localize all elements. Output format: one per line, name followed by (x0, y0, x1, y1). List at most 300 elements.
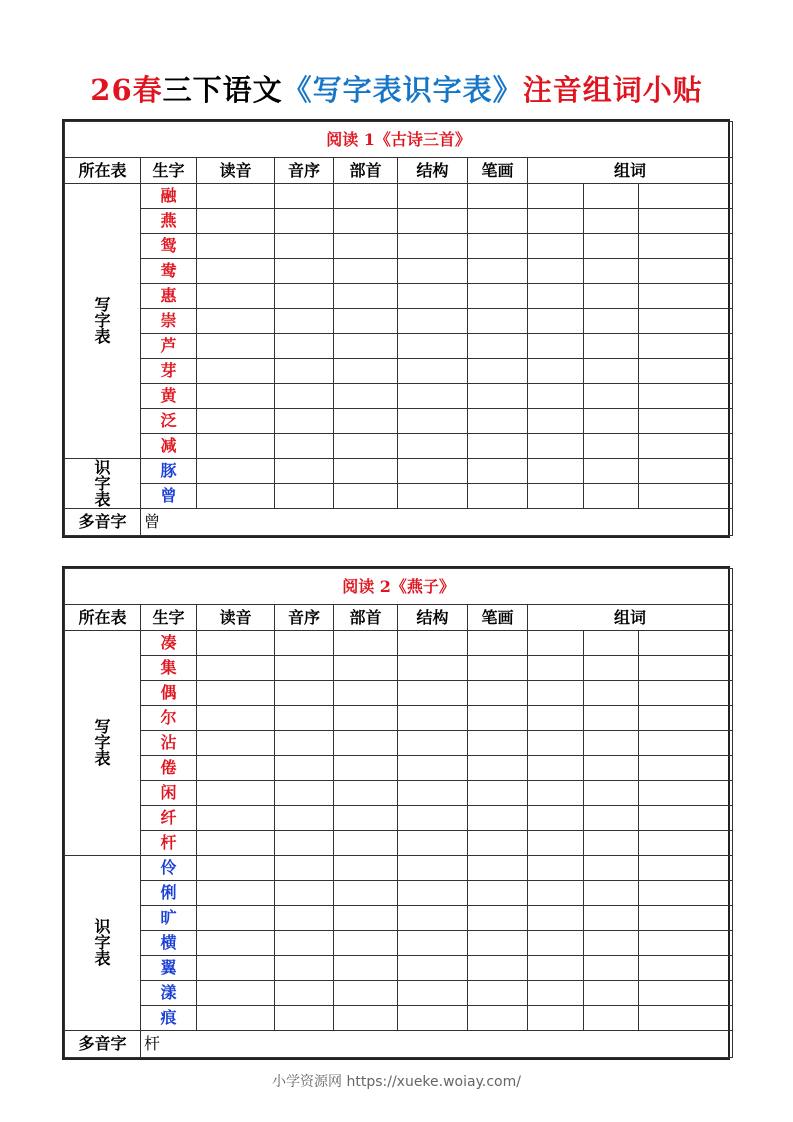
title-part-1: 26春 (90, 73, 163, 107)
pinyin-cell[interactable] (197, 731, 275, 756)
character-cell: 闲 (141, 781, 197, 806)
word-cell[interactable] (528, 706, 584, 731)
table-row (65, 731, 733, 756)
word-cell[interactable] (584, 284, 639, 309)
pinyin-cell[interactable] (197, 309, 275, 334)
polyphone-label: 多音字 (65, 509, 141, 536)
character-cell: 燕 (141, 209, 197, 234)
radical-cell[interactable] (334, 706, 398, 731)
word-cell[interactable] (639, 359, 733, 384)
table-row (65, 706, 733, 731)
structure-cell[interactable] (398, 184, 468, 209)
structure-cell[interactable] (398, 681, 468, 706)
word-cell[interactable] (584, 434, 639, 459)
structure-cell[interactable] (398, 334, 468, 359)
initial-cell[interactable] (275, 384, 334, 409)
structure-cell[interactable] (398, 631, 468, 656)
table-row (65, 409, 733, 434)
character-cell: 凑 (141, 631, 197, 656)
word-cell[interactable] (584, 656, 639, 681)
read-table-label (65, 459, 141, 509)
table-caption: 阅读 2《燕子》 (65, 569, 733, 605)
table-caption: 阅读 1《古诗三首》 (65, 122, 733, 158)
structure-cell[interactable] (398, 706, 468, 731)
radical-cell[interactable] (334, 234, 398, 259)
column-header: 笔画 (468, 158, 528, 184)
radical-cell[interactable] (334, 409, 398, 434)
pinyin-cell[interactable] (197, 681, 275, 706)
pinyin-cell[interactable] (197, 856, 275, 881)
word-cell[interactable] (528, 184, 584, 209)
pinyin-cell[interactable] (197, 484, 275, 509)
character-cell: 杆 (141, 831, 197, 856)
word-cell[interactable] (639, 284, 733, 309)
character-cell: 沾 (141, 731, 197, 756)
strokes-cell[interactable] (468, 731, 528, 756)
initial-cell[interactable] (275, 259, 334, 284)
structure-cell[interactable] (398, 981, 468, 1006)
initial-cell[interactable] (275, 781, 334, 806)
pinyin-cell[interactable] (197, 209, 275, 234)
initial-cell[interactable] (275, 484, 334, 509)
radical-cell[interactable] (334, 856, 398, 881)
table-row (65, 981, 733, 1006)
word-cell[interactable] (584, 259, 639, 284)
pinyin-cell[interactable] (197, 459, 275, 484)
initial-cell[interactable] (275, 631, 334, 656)
structure-cell[interactable] (398, 856, 468, 881)
strokes-cell[interactable] (468, 956, 528, 981)
word-cell[interactable] (528, 259, 584, 284)
strokes-cell[interactable] (468, 484, 528, 509)
pinyin-cell[interactable] (197, 409, 275, 434)
word-cell[interactable] (584, 334, 639, 359)
initial-cell[interactable] (275, 284, 334, 309)
character-cell: 芽 (141, 359, 197, 384)
word-cell[interactable] (584, 731, 639, 756)
structure-cell[interactable] (398, 781, 468, 806)
title-part-4: 注音组词小贴 (522, 73, 703, 107)
word-cell[interactable] (639, 681, 733, 706)
pinyin-cell[interactable] (197, 806, 275, 831)
pinyin-cell[interactable] (197, 434, 275, 459)
word-cell[interactable] (639, 906, 733, 931)
character-cell: 俐 (141, 881, 197, 906)
word-cell[interactable] (584, 409, 639, 434)
initial-cell[interactable] (275, 359, 334, 384)
word-cell[interactable] (584, 831, 639, 856)
word-cell[interactable] (639, 756, 733, 781)
strokes-cell[interactable] (468, 434, 528, 459)
word-cell[interactable] (639, 334, 733, 359)
structure-cell[interactable] (398, 756, 468, 781)
pinyin-cell[interactable] (197, 1006, 275, 1031)
initial-cell[interactable] (275, 459, 334, 484)
word-cell[interactable] (528, 1006, 584, 1031)
word-cell[interactable] (584, 384, 639, 409)
word-cell[interactable] (584, 681, 639, 706)
pinyin-cell[interactable] (197, 706, 275, 731)
word-cell[interactable] (639, 981, 733, 1006)
word-cell[interactable] (584, 906, 639, 931)
character-cell: 倦 (141, 756, 197, 781)
column-header: 读音 (197, 158, 275, 184)
structure-cell[interactable] (398, 409, 468, 434)
word-cell[interactable] (528, 956, 584, 981)
word-cell[interactable] (528, 731, 584, 756)
pinyin-cell[interactable] (197, 184, 275, 209)
word-cell[interactable] (639, 384, 733, 409)
structure-cell[interactable] (398, 234, 468, 259)
table-row (65, 484, 733, 509)
word-cell[interactable] (584, 806, 639, 831)
pinyin-cell[interactable] (197, 656, 275, 681)
strokes-cell[interactable] (468, 681, 528, 706)
table-row (65, 309, 733, 334)
word-cell[interactable] (639, 1006, 733, 1031)
word-cell[interactable] (528, 359, 584, 384)
character-cell: 减 (141, 434, 197, 459)
word-cell[interactable] (528, 831, 584, 856)
radical-cell[interactable] (334, 681, 398, 706)
radical-cell[interactable] (334, 259, 398, 284)
strokes-cell[interactable] (468, 334, 528, 359)
pinyin-cell[interactable] (197, 956, 275, 981)
structure-cell[interactable] (398, 484, 468, 509)
write-table-label-char: 字 (94, 311, 111, 330)
pinyin-cell[interactable] (197, 831, 275, 856)
column-header: 结构 (398, 158, 468, 184)
word-cell[interactable] (584, 184, 639, 209)
radical-cell[interactable] (334, 184, 398, 209)
character-cell: 痕 (141, 1006, 197, 1031)
radical-cell[interactable] (334, 434, 398, 459)
column-header: 组词 (528, 605, 733, 631)
word-cell[interactable] (584, 781, 639, 806)
character-cell: 融 (141, 184, 197, 209)
word-cell[interactable] (584, 756, 639, 781)
structure-cell[interactable] (398, 284, 468, 309)
word-cell[interactable] (639, 184, 733, 209)
word-cell[interactable] (584, 931, 639, 956)
radical-cell[interactable] (334, 656, 398, 681)
radical-cell[interactable] (334, 981, 398, 1006)
word-cell[interactable] (639, 309, 733, 334)
word-cell[interactable] (528, 806, 584, 831)
pinyin-cell[interactable] (197, 259, 275, 284)
initial-cell[interactable] (275, 806, 334, 831)
pinyin-cell[interactable] (197, 631, 275, 656)
strokes-cell[interactable] (468, 1006, 528, 1031)
worksheet-grid (64, 568, 733, 1058)
radical-cell[interactable] (334, 781, 398, 806)
structure-cell[interactable] (398, 831, 468, 856)
word-cell[interactable] (639, 731, 733, 756)
table-row (65, 831, 733, 856)
strokes-cell[interactable] (468, 259, 528, 284)
word-cell[interactable] (528, 484, 584, 509)
table-row (65, 459, 733, 484)
strokes-cell[interactable] (468, 284, 528, 309)
structure-cell[interactable] (398, 209, 468, 234)
table-row (65, 359, 733, 384)
word-cell[interactable] (584, 459, 639, 484)
column-header: 所在表 (65, 605, 141, 631)
word-cell[interactable] (639, 234, 733, 259)
strokes-cell[interactable] (468, 309, 528, 334)
strokes-cell[interactable] (468, 706, 528, 731)
word-cell[interactable] (584, 706, 639, 731)
table-row (65, 284, 733, 309)
character-cell: 尔 (141, 706, 197, 731)
radical-cell[interactable] (334, 956, 398, 981)
structure-cell[interactable] (398, 881, 468, 906)
word-cell[interactable] (528, 881, 584, 906)
strokes-cell[interactable] (468, 931, 528, 956)
initial-cell[interactable] (275, 931, 334, 956)
strokes-cell[interactable] (468, 806, 528, 831)
initial-cell[interactable] (275, 234, 334, 259)
structure-cell[interactable] (398, 656, 468, 681)
strokes-cell[interactable] (468, 781, 528, 806)
pinyin-cell[interactable] (197, 906, 275, 931)
word-cell[interactable] (528, 631, 584, 656)
character-cell: 翼 (141, 956, 197, 981)
radical-cell[interactable] (334, 831, 398, 856)
strokes-cell[interactable] (468, 856, 528, 881)
column-header: 音序 (275, 158, 334, 184)
word-cell[interactable] (528, 334, 584, 359)
read-table-label-char: 表 (94, 949, 111, 968)
table-row (65, 906, 733, 931)
initial-cell[interactable] (275, 856, 334, 881)
initial-cell[interactable] (275, 706, 334, 731)
word-cell[interactable] (639, 956, 733, 981)
character-cell: 泛 (141, 409, 197, 434)
word-cell[interactable] (528, 384, 584, 409)
character-cell: 伶 (141, 856, 197, 881)
initial-cell[interactable] (275, 334, 334, 359)
word-cell[interactable] (584, 631, 639, 656)
table-row (65, 756, 733, 781)
word-cell[interactable] (639, 631, 733, 656)
worksheet-grid (64, 121, 733, 536)
word-cell[interactable] (639, 209, 733, 234)
character-cell: 横 (141, 931, 197, 956)
structure-cell[interactable] (398, 359, 468, 384)
word-cell[interactable] (528, 459, 584, 484)
word-cell[interactable] (584, 981, 639, 1006)
radical-cell[interactable] (334, 931, 398, 956)
pinyin-cell[interactable] (197, 756, 275, 781)
pinyin-cell[interactable] (197, 334, 275, 359)
word-cell[interactable] (528, 234, 584, 259)
initial-cell[interactable] (275, 209, 334, 234)
structure-cell[interactable] (398, 956, 468, 981)
word-cell[interactable] (584, 209, 639, 234)
table-row (65, 656, 733, 681)
word-cell[interactable] (639, 656, 733, 681)
word-cell[interactable] (639, 931, 733, 956)
strokes-cell[interactable] (468, 359, 528, 384)
initial-cell[interactable] (275, 731, 334, 756)
word-cell[interactable] (639, 434, 733, 459)
structure-cell[interactable] (398, 459, 468, 484)
strokes-cell[interactable] (468, 409, 528, 434)
table-row (65, 209, 733, 234)
word-cell[interactable] (584, 359, 639, 384)
radical-cell[interactable] (334, 359, 398, 384)
pinyin-cell[interactable] (197, 981, 275, 1006)
word-cell[interactable] (639, 459, 733, 484)
word-cell[interactable] (639, 781, 733, 806)
read-table-label-char: 字 (94, 473, 111, 493)
word-cell[interactable] (584, 1006, 639, 1031)
word-cell[interactable] (528, 209, 584, 234)
word-cell[interactable] (639, 706, 733, 731)
radical-cell[interactable] (334, 1006, 398, 1031)
initial-cell[interactable] (275, 434, 334, 459)
initial-cell[interactable] (275, 981, 334, 1006)
word-cell[interactable] (528, 284, 584, 309)
word-cell[interactable] (584, 309, 639, 334)
table-row (65, 881, 733, 906)
radical-cell[interactable] (334, 881, 398, 906)
structure-cell[interactable] (398, 731, 468, 756)
initial-cell[interactable] (275, 184, 334, 209)
radical-cell[interactable] (334, 806, 398, 831)
word-cell[interactable] (584, 881, 639, 906)
pinyin-cell[interactable] (197, 781, 275, 806)
radical-cell[interactable] (334, 334, 398, 359)
structure-cell[interactable] (398, 906, 468, 931)
strokes-cell[interactable] (468, 756, 528, 781)
word-cell[interactable] (639, 881, 733, 906)
word-cell[interactable] (584, 484, 639, 509)
pinyin-cell[interactable] (197, 284, 275, 309)
table-row (65, 931, 733, 956)
worksheet-table-2 (62, 566, 730, 1060)
strokes-cell[interactable] (468, 459, 528, 484)
word-cell[interactable] (528, 309, 584, 334)
word-cell[interactable] (528, 756, 584, 781)
table-row (65, 1006, 733, 1031)
radical-cell[interactable] (334, 209, 398, 234)
read-table-label-char: 识 (94, 917, 111, 936)
radical-cell[interactable] (334, 459, 398, 484)
word-cell[interactable] (639, 259, 733, 284)
character-cell: 集 (141, 656, 197, 681)
table-row (65, 856, 733, 881)
structure-cell[interactable] (398, 931, 468, 956)
radical-cell[interactable] (334, 284, 398, 309)
word-cell[interactable] (528, 931, 584, 956)
word-cell[interactable] (528, 656, 584, 681)
strokes-cell[interactable] (468, 184, 528, 209)
radical-cell[interactable] (334, 384, 398, 409)
strokes-cell[interactable] (468, 881, 528, 906)
strokes-cell[interactable] (468, 906, 528, 931)
structure-cell[interactable] (398, 1006, 468, 1031)
word-cell[interactable] (528, 434, 584, 459)
word-cell[interactable] (528, 409, 584, 434)
radical-cell[interactable] (334, 906, 398, 931)
word-cell[interactable] (639, 856, 733, 881)
initial-cell[interactable] (275, 1006, 334, 1031)
character-cell: 鸳 (141, 234, 197, 259)
radical-cell[interactable] (334, 731, 398, 756)
structure-cell[interactable] (398, 259, 468, 284)
structure-cell[interactable] (398, 806, 468, 831)
strokes-cell[interactable] (468, 981, 528, 1006)
word-cell[interactable] (639, 484, 733, 509)
word-cell[interactable] (528, 681, 584, 706)
polyphone-value[interactable]: 曾 (141, 509, 733, 536)
word-cell[interactable] (584, 234, 639, 259)
read-table-label (65, 856, 141, 1031)
initial-cell[interactable] (275, 881, 334, 906)
write-table-label-char: 表 (94, 749, 111, 768)
radical-cell[interactable] (334, 484, 398, 509)
character-cell: 鸯 (141, 259, 197, 284)
initial-cell[interactable] (275, 956, 334, 981)
word-cell[interactable] (639, 806, 733, 831)
initial-cell[interactable] (275, 681, 334, 706)
strokes-cell[interactable] (468, 209, 528, 234)
strokes-cell[interactable] (468, 234, 528, 259)
initial-cell[interactable] (275, 906, 334, 931)
word-cell[interactable] (639, 831, 733, 856)
structure-cell[interactable] (398, 384, 468, 409)
pinyin-cell[interactable] (197, 234, 275, 259)
table-row (65, 384, 733, 409)
strokes-cell[interactable] (468, 831, 528, 856)
radical-cell[interactable] (334, 631, 398, 656)
pinyin-cell[interactable] (197, 881, 275, 906)
radical-cell[interactable] (334, 756, 398, 781)
structure-cell[interactable] (398, 309, 468, 334)
word-cell[interactable] (584, 956, 639, 981)
polyphone-value[interactable]: 杆 (141, 1031, 733, 1058)
word-cell[interactable] (639, 409, 733, 434)
strokes-cell[interactable] (468, 656, 528, 681)
pinyin-cell[interactable] (197, 359, 275, 384)
strokes-cell[interactable] (468, 384, 528, 409)
radical-cell[interactable] (334, 309, 398, 334)
character-cell: 纤 (141, 806, 197, 831)
column-header: 生字 (141, 605, 197, 631)
column-header: 所在表 (65, 158, 141, 184)
table-row (65, 184, 733, 209)
word-cell[interactable] (528, 781, 584, 806)
initial-cell[interactable] (275, 309, 334, 334)
structure-cell[interactable] (398, 434, 468, 459)
column-header: 部首 (334, 605, 398, 631)
strokes-cell[interactable] (468, 631, 528, 656)
word-cell[interactable] (584, 856, 639, 881)
pinyin-cell[interactable] (197, 931, 275, 956)
initial-cell[interactable] (275, 831, 334, 856)
initial-cell[interactable] (275, 756, 334, 781)
initial-cell[interactable] (275, 656, 334, 681)
word-cell[interactable] (528, 856, 584, 881)
read-table-label-char: 表 (94, 489, 111, 509)
word-cell[interactable] (528, 981, 584, 1006)
character-cell: 漾 (141, 981, 197, 1006)
initial-cell[interactable] (275, 409, 334, 434)
pinyin-cell[interactable] (197, 384, 275, 409)
word-cell[interactable] (528, 906, 584, 931)
